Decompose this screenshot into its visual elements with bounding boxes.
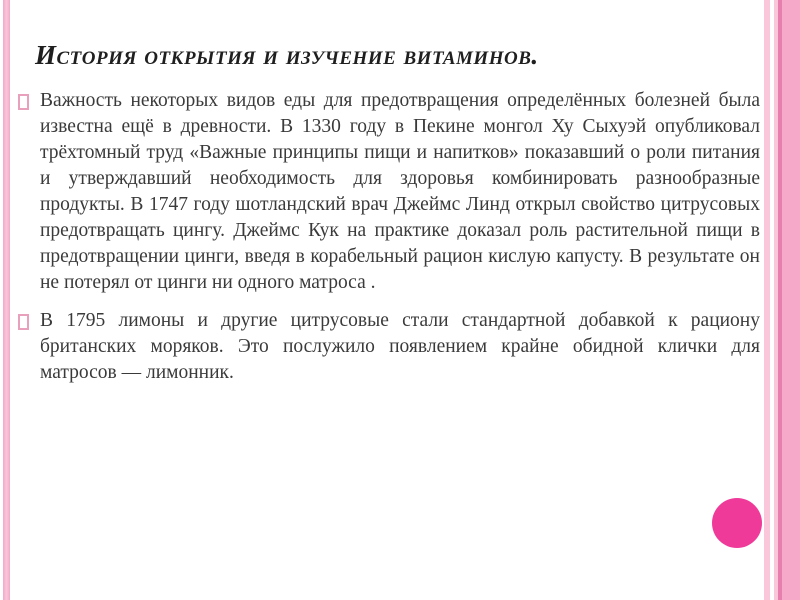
square-bullet-icon xyxy=(18,94,29,110)
right-border-stripe-band xyxy=(774,0,800,600)
bullet-text: Важность некоторых видов еды для предотвращения определённых болезней была известна ещё в древности. В 1330 году в Пекине монгол Ху Сыхуэй опубликовал трёхтомный труд «Важные принципы пищи и напитков» показавший о роли питания и утверждавший необходимость для здоровья комбинировать разнообразные продукты. В 1747 году шотландский врач Джеймс Линд открыл свойство цитрусовых предотвращать цингу. Джеймс Кук на практике доказал роль растительной пищи в предотвращении цинги, введя в корабельный рацион кислую капусту. В результате он не потерял от цинги ни одного матроса . xyxy=(40,90,760,293)
square-bullet-icon xyxy=(18,314,29,330)
slide-body xyxy=(16,88,760,398)
bullet-item xyxy=(16,308,760,386)
pink-circle-decoration xyxy=(712,498,762,548)
right-border-stripe-outer xyxy=(764,0,770,600)
bullet-text: В 1795 лимоны и другие цитрусовые стали стандартной добавкой к рациону британских моряков. Это послужило появлением крайне обидной клички для матросов — лимонник. xyxy=(40,310,760,383)
slide-title: История открытия и изучение витаминов. xyxy=(35,40,539,70)
bullet-item xyxy=(16,88,760,296)
left-border-stripe xyxy=(3,0,10,600)
